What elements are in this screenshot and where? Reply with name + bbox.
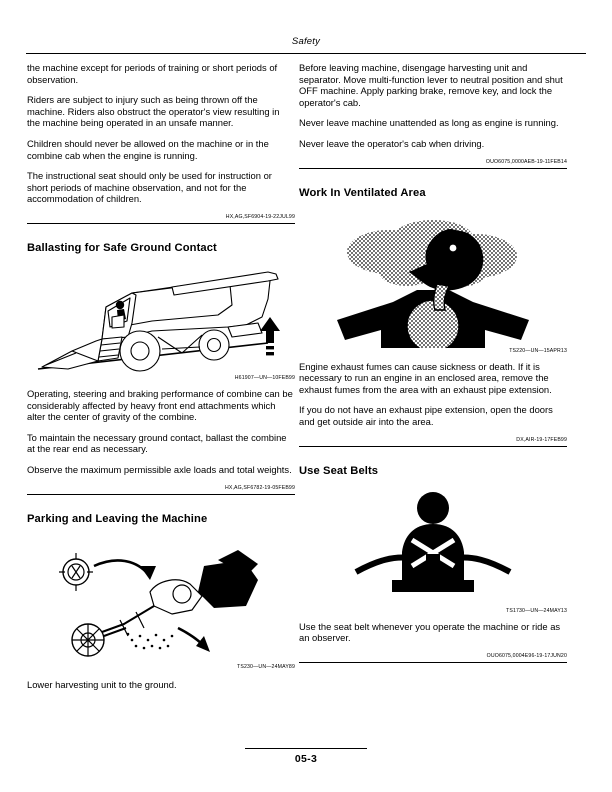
paragraph: Lower harvesting unit to the ground.	[27, 678, 177, 690]
paragraph: Never leave the operator's cab when driving.	[299, 137, 485, 149]
seat-belt-operator-illustration	[299, 488, 567, 608]
exhaust-fumes-warning-illustration	[299, 210, 567, 348]
paragraph: Operating, steering and braking performance of combine can be considerably affected by heavy front end attachments which alter the center of gravity of the combine.	[27, 387, 293, 423]
figure-reference-code: TS1730—UN—24MAY13	[506, 607, 567, 614]
paragraph: Observe the maximum permissible axle loads and total weights.	[27, 463, 292, 475]
running-header-title: Safety	[291, 36, 321, 47]
document-reference-code: HX,AG,SF6782-19-05FEB99	[224, 484, 295, 491]
paragraph: Before leaving machine, disengage harvesting unit and separator. Move multi-function lever to neutral position and shut OFF machine. Apply parking brake, remove key, and lock the operator's cab.	[299, 62, 563, 108]
paragraph: Children should never be allowed on the machine or in the combine cab when the engine is running.	[27, 137, 269, 161]
paragraph: To maintain the necessary ground contact, ballast the combine at the rear end as necessary.	[27, 431, 287, 455]
combine-on-slope-illustration	[27, 265, 295, 375]
section-use-seat-belts	[299, 465, 567, 663]
paragraph: Engine exhaust fumes can cause sickness or death. If it is necessary to run an engine in an enclosed area, remove the exhaust fumes from the area with an exhaust pipe extension.	[299, 360, 552, 395]
document-reference-code: OUO6075,0000AEB-19-11FEB14	[485, 158, 567, 165]
document-reference-code: OUO6075,0004E96-19-17JUN20	[486, 652, 567, 659]
paragraph: the machine except for periods of training or short periods of observation.	[27, 62, 278, 85]
document-reference-code: DX,AIR-19-17FEB99	[516, 436, 567, 443]
figure-reference-code: TS230—UN—24MAY89	[237, 663, 295, 670]
continued-topic-left	[27, 62, 295, 224]
section-heading: Ballasting for Safe Ground Contact	[27, 241, 217, 254]
section-heading: Use Seat Belts	[299, 464, 379, 477]
paragraph: Use the seat belt whenever you operate the machine or ride as an observer.	[299, 620, 561, 644]
footer-divider-rule	[245, 748, 367, 749]
paragraph: The instructional seat should only be used for instruction or short periods of machine observation, and not for the accommodation of children.	[27, 170, 272, 205]
parking-brake-key-illustration	[27, 536, 295, 664]
section-parking-and-leaving-the-machine	[27, 513, 295, 691]
left-column	[27, 62, 295, 690]
section-work-in-ventilated-area	[299, 187, 567, 447]
header-divider-rule	[26, 53, 586, 54]
paragraph: If you do not have an exhaust pipe extension, open the doors and get outside air into the area.	[299, 404, 553, 427]
section-ballasting-for-safe-ground-contact	[27, 242, 295, 495]
continued-topic-right	[299, 62, 567, 169]
figure-reference-code: H61907—UN—10FEB99	[234, 374, 295, 381]
section-heading: Parking and Leaving the Machine	[27, 512, 208, 525]
section-divider-rule	[299, 662, 567, 663]
paragraph: Riders are subject to injury such as being thrown off the machine. Riders also obstruct the operator's view resulting in the machine being operated in an unsafe manner.	[27, 94, 280, 129]
paragraph: Never leave machine unattended as long as engine is running.	[299, 117, 559, 129]
document-reference-code: HX,AG,SF6904-19-22JUL99	[225, 213, 295, 220]
figure-reference-code: TS220—UN—15APR13	[509, 347, 567, 354]
right-column	[299, 62, 567, 663]
page-number: 05-3	[294, 753, 318, 765]
section-heading: Work In Ventilated Area	[299, 186, 426, 199]
